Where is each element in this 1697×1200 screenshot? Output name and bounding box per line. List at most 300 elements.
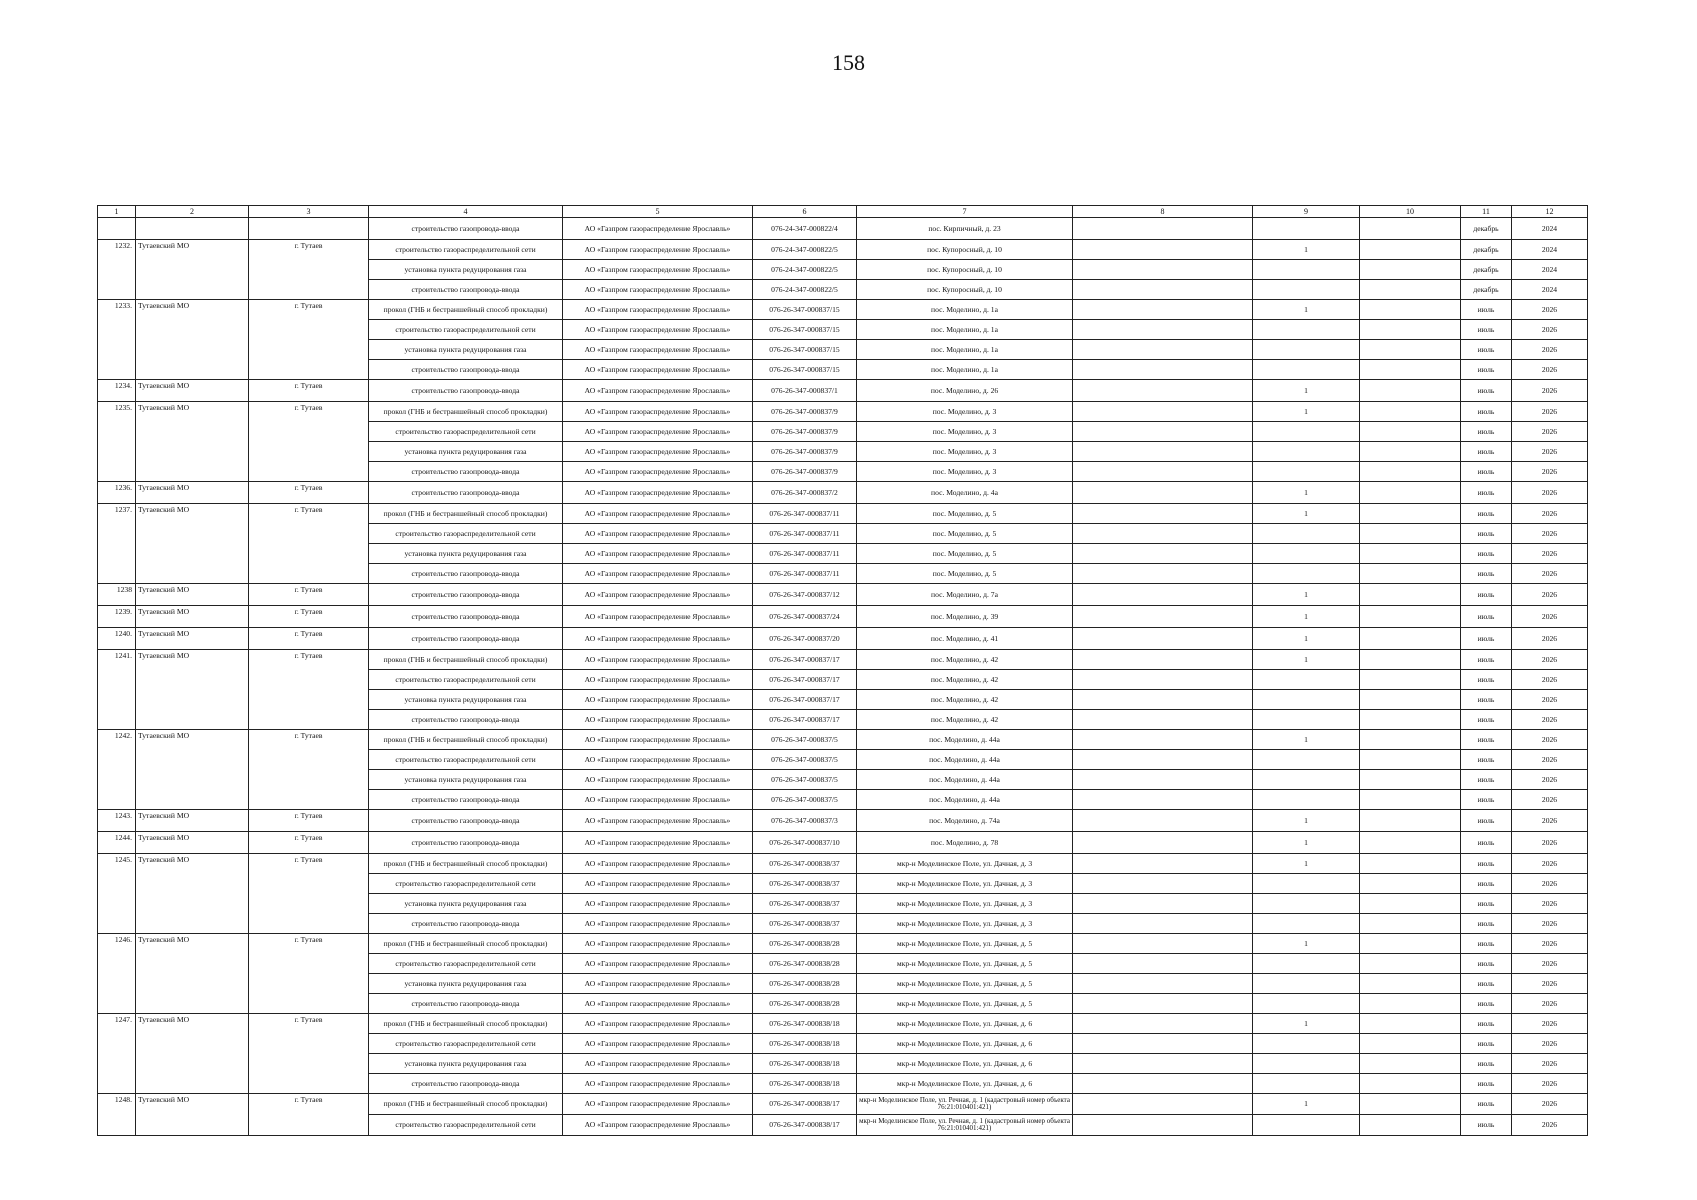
registry-table: [97, 205, 1588, 1136]
city-cell: [249, 218, 369, 240]
tech-conditions-number-cell: 076-26-347-000838/28: [753, 974, 857, 994]
address-cell: пос. Моделино, д. 1а: [857, 320, 1073, 340]
tech-conditions-number-cell: 076-26-347-000838/18: [753, 1054, 857, 1074]
tech-conditions-number-cell: 076-26-347-000838/18: [753, 1074, 857, 1094]
year-cell: 2026: [1512, 482, 1588, 504]
city-cell: г. Тутаев: [249, 854, 369, 934]
col10-cell: [1360, 832, 1461, 854]
col8-cell: [1073, 442, 1253, 462]
address-cell: мкр-н Моделинское Поле, ул. Дачная, д. 6: [857, 1054, 1073, 1074]
table-row: [98, 606, 1588, 628]
address-cell: мкр-н Моделинское Поле, ул. Дачная, д. 3: [857, 874, 1073, 894]
work-type-cell: строительство газораспределительной сети: [369, 1034, 563, 1054]
address-cell: мкр-н Моделинское Поле, ул. Речная, д. 1 (кадастровый номер объекта 76:21:010401:421): [857, 1094, 1073, 1115]
quantity-cell: 1: [1253, 810, 1360, 832]
row-number-cell: 1233.: [98, 300, 136, 380]
tech-conditions-number-cell: 076-26-347-000838/17: [753, 1094, 857, 1115]
city-cell: г. Тутаев: [249, 300, 369, 380]
year-cell: 2026: [1512, 974, 1588, 994]
month-cell: июль: [1461, 504, 1512, 524]
year-cell: 2026: [1512, 320, 1588, 340]
col8-cell: [1073, 790, 1253, 810]
organization-cell: АО «Газпром газораспределение Ярославль»: [563, 690, 753, 710]
work-type-cell: прокол (ГНБ и бестраншейный способ прокладки): [369, 854, 563, 874]
address-cell: пос. Моделино, д. 74а: [857, 810, 1073, 832]
address-cell: мкр-н Моделинское Поле, ул. Дачная, д. 5: [857, 954, 1073, 974]
work-type-cell: строительство газораспределительной сети: [369, 524, 563, 544]
month-cell: июль: [1461, 894, 1512, 914]
col8-cell: [1073, 300, 1253, 320]
tech-conditions-number-cell: 076-26-347-000838/37: [753, 854, 857, 874]
organization-cell: АО «Газпром газораспределение Ярославль»: [563, 894, 753, 914]
col10-cell: [1360, 360, 1461, 380]
quantity-cell: 1: [1253, 482, 1360, 504]
col10-cell: [1360, 524, 1461, 544]
quantity-cell: [1253, 690, 1360, 710]
month-cell: июль: [1461, 628, 1512, 650]
col8-cell: [1073, 1094, 1253, 1115]
work-type-cell: строительство газопровода-ввода: [369, 564, 563, 584]
address-cell: пос. Моделино, д. 44а: [857, 790, 1073, 810]
address-cell: мкр-н Моделинское Поле, ул. Дачная, д. 3: [857, 914, 1073, 934]
column-header-12: 12: [1512, 206, 1588, 218]
address-cell: пос. Моделино, д. 42: [857, 690, 1073, 710]
organization-cell: АО «Газпром газораспределение Ярославль»: [563, 402, 753, 422]
address-cell: мкр-н Моделинское Поле, ул. Дачная, д. 6: [857, 1014, 1073, 1034]
organization-cell: АО «Газпром газораспределение Ярославль»: [563, 874, 753, 894]
quantity-cell: [1253, 360, 1360, 380]
organization-cell: АО «Газпром газораспределение Ярославль»: [563, 584, 753, 606]
organization-cell: АО «Газпром газораспределение Ярославль»: [563, 974, 753, 994]
col10-cell: [1360, 380, 1461, 402]
year-cell: 2026: [1512, 628, 1588, 650]
month-cell: июль: [1461, 320, 1512, 340]
tech-conditions-number-cell: 076-26-347-000837/10: [753, 832, 857, 854]
month-cell: июль: [1461, 1054, 1512, 1074]
work-type-cell: прокол (ГНБ и бестраншейный способ прокладки): [369, 402, 563, 422]
col8-cell: [1073, 544, 1253, 564]
year-cell: 2026: [1512, 606, 1588, 628]
table-row: [98, 300, 1588, 320]
address-cell: пос. Моделино, д. 44а: [857, 750, 1073, 770]
quantity-cell: [1253, 320, 1360, 340]
table-row: [98, 584, 1588, 606]
quantity-cell: [1253, 1054, 1360, 1074]
quantity-cell: [1253, 280, 1360, 300]
municipality-cell: Тутаевский МО: [136, 1094, 249, 1136]
col10-cell: [1360, 894, 1461, 914]
month-cell: декабрь: [1461, 218, 1512, 240]
col10-cell: [1360, 564, 1461, 584]
tech-conditions-number-cell: 076-26-347-000837/15: [753, 360, 857, 380]
municipality-cell: Тутаевский МО: [136, 584, 249, 606]
year-cell: 2026: [1512, 650, 1588, 670]
work-type-cell: строительство газопровода-ввода: [369, 462, 563, 482]
tech-conditions-number-cell: 076-26-347-000837/11: [753, 544, 857, 564]
table-row: [98, 402, 1588, 422]
row-number-cell: 1245.: [98, 854, 136, 934]
work-type-cell: строительство газопровода-ввода: [369, 710, 563, 730]
municipality-cell: Тутаевский МО: [136, 810, 249, 832]
work-type-cell: строительство газопровода-ввода: [369, 360, 563, 380]
month-cell: июль: [1461, 1014, 1512, 1034]
tech-conditions-number-cell: 076-26-347-000838/37: [753, 894, 857, 914]
col8-cell: [1073, 584, 1253, 606]
work-type-cell: строительство газопровода-ввода: [369, 790, 563, 810]
municipality-cell: Тутаевский МО: [136, 832, 249, 854]
month-cell: июль: [1461, 690, 1512, 710]
row-number-cell: 1240.: [98, 628, 136, 650]
organization-cell: АО «Газпром газораспределение Ярославль»: [563, 934, 753, 954]
row-number-cell: 1242.: [98, 730, 136, 810]
year-cell: 2026: [1512, 790, 1588, 810]
month-cell: декабрь: [1461, 240, 1512, 260]
city-cell: г. Тутаев: [249, 628, 369, 650]
col8-cell: [1073, 894, 1253, 914]
work-type-cell: прокол (ГНБ и бестраншейный способ прокладки): [369, 300, 563, 320]
organization-cell: АО «Газпром газораспределение Ярославль»: [563, 482, 753, 504]
month-cell: июль: [1461, 524, 1512, 544]
quantity-cell: [1253, 874, 1360, 894]
col10-cell: [1360, 422, 1461, 442]
col8-cell: [1073, 260, 1253, 280]
month-cell: июль: [1461, 710, 1512, 730]
work-type-cell: строительство газораспределительной сети: [369, 954, 563, 974]
address-cell: пос. Моделино, д. 44а: [857, 730, 1073, 750]
quantity-cell: [1253, 422, 1360, 442]
year-cell: 2026: [1512, 462, 1588, 482]
header-row: [98, 206, 1588, 218]
address-cell: пос. Купоросный, д. 10: [857, 280, 1073, 300]
month-cell: декабрь: [1461, 280, 1512, 300]
row-number-cell: 1241.: [98, 650, 136, 730]
work-type-cell: строительство газопровода-ввода: [369, 810, 563, 832]
col8-cell: [1073, 650, 1253, 670]
organization-cell: АО «Газпром газораспределение Ярославль»: [563, 422, 753, 442]
col8-cell: [1073, 606, 1253, 628]
col10-cell: [1360, 320, 1461, 340]
year-cell: 2026: [1512, 1014, 1588, 1034]
organization-cell: АО «Газпром газораспределение Ярославль»: [563, 300, 753, 320]
col10-cell: [1360, 770, 1461, 790]
month-cell: июль: [1461, 770, 1512, 790]
col8-cell: [1073, 710, 1253, 730]
tech-conditions-number-cell: 076-24-347-000822/5: [753, 240, 857, 260]
year-cell: 2026: [1512, 874, 1588, 894]
work-type-cell: установка пункта редуцирования газа: [369, 974, 563, 994]
tech-conditions-number-cell: 076-26-347-000837/15: [753, 300, 857, 320]
col8-cell: [1073, 1054, 1253, 1074]
year-cell: 2024: [1512, 280, 1588, 300]
tech-conditions-number-cell: 076-26-347-000837/11: [753, 504, 857, 524]
table-row: [98, 1094, 1588, 1115]
column-header-9: 9: [1253, 206, 1360, 218]
col8-cell: [1073, 422, 1253, 442]
tech-conditions-number-cell: 076-26-347-000838/37: [753, 914, 857, 934]
col10-cell: [1360, 260, 1461, 280]
column-header-10: 10: [1360, 206, 1461, 218]
quantity-cell: 1: [1253, 934, 1360, 954]
tech-conditions-number-cell: 076-26-347-000837/17: [753, 650, 857, 670]
month-cell: июль: [1461, 790, 1512, 810]
month-cell: июль: [1461, 402, 1512, 422]
organization-cell: АО «Газпром газораспределение Ярославль»: [563, 340, 753, 360]
tech-conditions-number-cell: 076-26-347-000837/1: [753, 380, 857, 402]
month-cell: декабрь: [1461, 260, 1512, 280]
work-type-cell: прокол (ГНБ и бестраншейный способ прокладки): [369, 504, 563, 524]
month-cell: июль: [1461, 854, 1512, 874]
quantity-cell: 1: [1253, 584, 1360, 606]
col10-cell: [1360, 482, 1461, 504]
row-number-cell: 1234.: [98, 380, 136, 402]
quantity-cell: 1: [1253, 1014, 1360, 1034]
tech-conditions-number-cell: 076-24-347-000822/4: [753, 218, 857, 240]
quantity-cell: 1: [1253, 1094, 1360, 1115]
work-type-cell: установка пункта редуцирования газа: [369, 544, 563, 564]
tech-conditions-number-cell: 076-26-347-000837/17: [753, 710, 857, 730]
table-row: [98, 240, 1588, 260]
city-cell: г. Тутаев: [249, 380, 369, 402]
work-type-cell: строительство газопровода-ввода: [369, 1074, 563, 1094]
month-cell: июль: [1461, 300, 1512, 320]
month-cell: июль: [1461, 810, 1512, 832]
month-cell: июль: [1461, 1094, 1512, 1115]
address-cell: пос. Моделино, д. 42: [857, 710, 1073, 730]
organization-cell: АО «Газпром газораспределение Ярославль»: [563, 790, 753, 810]
organization-cell: АО «Газпром газораспределение Ярославль»: [563, 504, 753, 524]
quantity-cell: [1253, 462, 1360, 482]
col8-cell: [1073, 750, 1253, 770]
year-cell: 2024: [1512, 218, 1588, 240]
address-cell: пос. Моделино, д. 41: [857, 628, 1073, 650]
work-type-cell: строительство газопровода-ввода: [369, 994, 563, 1014]
month-cell: июль: [1461, 1034, 1512, 1054]
col8-cell: [1073, 954, 1253, 974]
work-type-cell: установка пункта редуцирования газа: [369, 442, 563, 462]
work-type-cell: установка пункта редуцирования газа: [369, 1054, 563, 1074]
month-cell: июль: [1461, 340, 1512, 360]
organization-cell: АО «Газпром газораспределение Ярославль»: [563, 360, 753, 380]
tech-conditions-number-cell: 076-26-347-000838/18: [753, 1014, 857, 1034]
tech-conditions-number-cell: 076-26-347-000837/5: [753, 770, 857, 790]
quantity-cell: 1: [1253, 240, 1360, 260]
month-cell: июль: [1461, 584, 1512, 606]
quantity-cell: 1: [1253, 504, 1360, 524]
year-cell: 2024: [1512, 240, 1588, 260]
address-cell: мкр-н Моделинское Поле, ул. Дачная, д. 5: [857, 994, 1073, 1014]
organization-cell: АО «Газпром газораспределение Ярославль»: [563, 750, 753, 770]
work-type-cell: установка пункта редуцирования газа: [369, 260, 563, 280]
col8-cell: [1073, 482, 1253, 504]
month-cell: июль: [1461, 994, 1512, 1014]
table-body: [98, 218, 1588, 1136]
year-cell: 2026: [1512, 1074, 1588, 1094]
row-number-cell: 1239.: [98, 606, 136, 628]
city-cell: г. Тутаев: [249, 810, 369, 832]
table-row: [98, 934, 1588, 954]
tech-conditions-number-cell: 076-26-347-000837/5: [753, 790, 857, 810]
column-header-6: 6: [753, 206, 857, 218]
city-cell: г. Тутаев: [249, 402, 369, 482]
tech-conditions-number-cell: 076-26-347-000838/28: [753, 934, 857, 954]
address-cell: пос. Моделино, д. 39: [857, 606, 1073, 628]
table-header: [98, 206, 1588, 218]
address-cell: пос. Кирпичный, д. 23: [857, 218, 1073, 240]
address-cell: пос. Моделино, д. 7а: [857, 584, 1073, 606]
tech-conditions-number-cell: 076-26-347-000838/37: [753, 874, 857, 894]
year-cell: 2026: [1512, 524, 1588, 544]
work-type-cell: строительство газораспределительной сети: [369, 874, 563, 894]
year-cell: 2026: [1512, 1094, 1588, 1115]
tech-conditions-number-cell: 076-26-347-000837/9: [753, 422, 857, 442]
col10-cell: [1360, 504, 1461, 524]
tech-conditions-number-cell: 076-26-347-000837/12: [753, 584, 857, 606]
quantity-cell: [1253, 1074, 1360, 1094]
col8-cell: [1073, 670, 1253, 690]
organization-cell: АО «Газпром газораспределение Ярославль»: [563, 1054, 753, 1074]
address-cell: пос. Моделино, д. 42: [857, 670, 1073, 690]
address-cell: пос. Моделино, д. 1а: [857, 360, 1073, 380]
column-header-2: 2: [136, 206, 249, 218]
quantity-cell: 1: [1253, 730, 1360, 750]
organization-cell: АО «Газпром газораспределение Ярославль»: [563, 280, 753, 300]
col8-cell: [1073, 1014, 1253, 1034]
organization-cell: АО «Газпром газораспределение Ярославль»: [563, 1074, 753, 1094]
work-type-cell: строительство газопровода-ввода: [369, 914, 563, 934]
year-cell: 2026: [1512, 544, 1588, 564]
month-cell: июль: [1461, 832, 1512, 854]
month-cell: июль: [1461, 564, 1512, 584]
organization-cell: АО «Газпром газораспределение Ярославль»: [563, 670, 753, 690]
address-cell: мкр-н Моделинское Поле, ул. Дачная, д. 5: [857, 974, 1073, 994]
organization-cell: АО «Газпром газораспределение Ярославль»: [563, 320, 753, 340]
municipality-cell: Тутаевский МО: [136, 240, 249, 300]
month-cell: июль: [1461, 934, 1512, 954]
organization-cell: АО «Газпром газораспределение Ярославль»: [563, 442, 753, 462]
year-cell: 2026: [1512, 1034, 1588, 1054]
col8-cell: [1073, 320, 1253, 340]
quantity-cell: [1253, 914, 1360, 934]
col10-cell: [1360, 1074, 1461, 1094]
quantity-cell: 1: [1253, 832, 1360, 854]
col10-cell: [1360, 790, 1461, 810]
col8-cell: [1073, 832, 1253, 854]
col8-cell: [1073, 874, 1253, 894]
month-cell: июль: [1461, 422, 1512, 442]
tech-conditions-number-cell: 076-26-347-000837/9: [753, 402, 857, 422]
municipality-cell: [136, 218, 249, 240]
col10-cell: [1360, 710, 1461, 730]
year-cell: 2024: [1512, 260, 1588, 280]
page-number: 158: [832, 50, 865, 75]
column-header-8: 8: [1073, 206, 1253, 218]
col10-cell: [1360, 670, 1461, 690]
year-cell: 2026: [1512, 710, 1588, 730]
quantity-cell: [1253, 564, 1360, 584]
col8-cell: [1073, 280, 1253, 300]
year-cell: 2026: [1512, 994, 1588, 1014]
row-number-cell: 1243.: [98, 810, 136, 832]
col10-cell: [1360, 874, 1461, 894]
column-header-5: 5: [563, 206, 753, 218]
col8-cell: [1073, 380, 1253, 402]
work-type-cell: строительство газопровода-ввода: [369, 584, 563, 606]
year-cell: 2026: [1512, 670, 1588, 690]
organization-cell: АО «Газпром газораспределение Ярославль»: [563, 770, 753, 790]
col8-cell: [1073, 1074, 1253, 1094]
address-cell: пос. Моделино, д. 3: [857, 402, 1073, 422]
city-cell: г. Тутаев: [249, 832, 369, 854]
year-cell: 2026: [1512, 380, 1588, 402]
address-cell: пос. Моделино, д. 5: [857, 544, 1073, 564]
quantity-cell: [1253, 340, 1360, 360]
city-cell: г. Тутаев: [249, 584, 369, 606]
organization-cell: АО «Газпром газораспределение Ярославль»: [563, 730, 753, 750]
work-type-cell: строительство газопровода-ввода: [369, 832, 563, 854]
work-type-cell: строительство газопровода-ввода: [369, 606, 563, 628]
year-cell: 2026: [1512, 422, 1588, 442]
col8-cell: [1073, 402, 1253, 422]
year-cell: 2026: [1512, 442, 1588, 462]
table-row: [98, 218, 1588, 240]
work-type-cell: строительство газораспределительной сети: [369, 422, 563, 442]
month-cell: июль: [1461, 1074, 1512, 1094]
city-cell: г. Тутаев: [249, 504, 369, 584]
table-row: [98, 810, 1588, 832]
row-number-cell: 1238: [98, 584, 136, 606]
address-cell: пос. Моделино, д. 5: [857, 504, 1073, 524]
work-type-cell: прокол (ГНБ и бестраншейный способ прокладки): [369, 730, 563, 750]
month-cell: июль: [1461, 874, 1512, 894]
address-cell: пос. Моделино, д. 4а: [857, 482, 1073, 504]
tech-conditions-number-cell: 076-26-347-000837/24: [753, 606, 857, 628]
col10-cell: [1360, 954, 1461, 974]
municipality-cell: Тутаевский МО: [136, 380, 249, 402]
year-cell: 2026: [1512, 914, 1588, 934]
address-cell: пос. Моделино, д. 3: [857, 462, 1073, 482]
work-type-cell: прокол (ГНБ и бестраншейный способ прокладки): [369, 934, 563, 954]
quantity-cell: [1253, 442, 1360, 462]
year-cell: 2026: [1512, 832, 1588, 854]
row-number-cell: 1246.: [98, 934, 136, 1014]
address-cell: пос. Моделино, д. 5: [857, 524, 1073, 544]
city-cell: г. Тутаев: [249, 934, 369, 1014]
tech-conditions-number-cell: 076-26-347-000837/9: [753, 462, 857, 482]
month-cell: июль: [1461, 606, 1512, 628]
organization-cell: АО «Газпром газораспределение Ярославль»: [563, 260, 753, 280]
month-cell: июль: [1461, 442, 1512, 462]
col10-cell: [1360, 994, 1461, 1014]
address-cell: пос. Моделино, д. 1а: [857, 300, 1073, 320]
municipality-cell: Тутаевский МО: [136, 854, 249, 934]
col8-cell: [1073, 504, 1253, 524]
quantity-cell: [1253, 750, 1360, 770]
work-type-cell: установка пункта редуцирования газа: [369, 340, 563, 360]
col10-cell: [1360, 690, 1461, 710]
month-cell: июль: [1461, 380, 1512, 402]
month-cell: июль: [1461, 954, 1512, 974]
municipality-cell: Тутаевский МО: [136, 402, 249, 482]
table-row: [98, 832, 1588, 854]
tech-conditions-number-cell: 076-26-347-000837/11: [753, 524, 857, 544]
organization-cell: АО «Газпром газораспределение Ярославль»: [563, 1094, 753, 1115]
quantity-cell: [1253, 770, 1360, 790]
year-cell: 2026: [1512, 730, 1588, 750]
work-type-cell: прокол (ГНБ и бестраншейный способ прокладки): [369, 1014, 563, 1034]
municipality-cell: Тутаевский МО: [136, 300, 249, 380]
month-cell: июль: [1461, 1115, 1512, 1136]
work-type-cell: строительство газораспределительной сети: [369, 320, 563, 340]
